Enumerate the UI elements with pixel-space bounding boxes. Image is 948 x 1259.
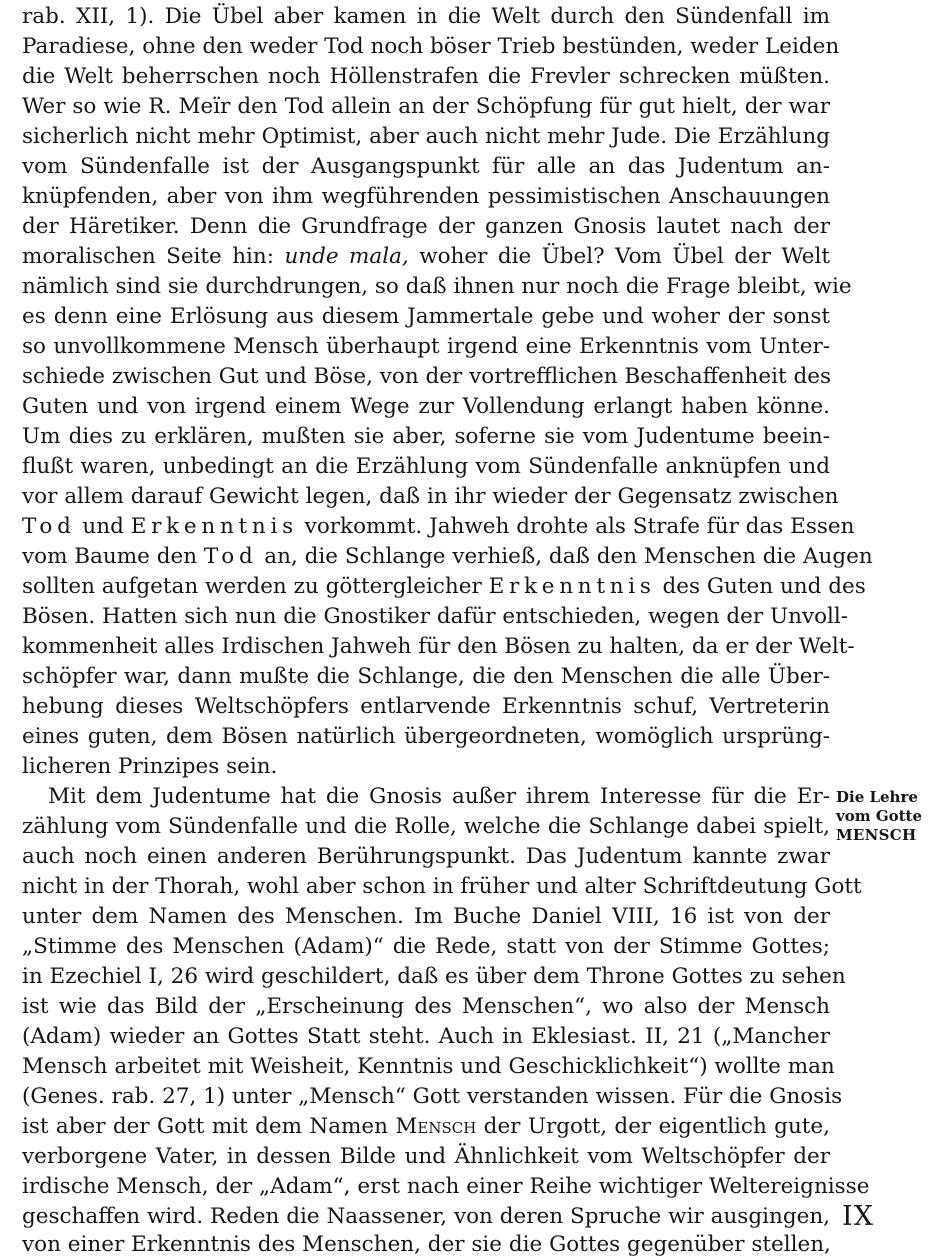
text-line: (Genes. rab. 27, 1) unter „Mensch“ Gott verstanden wissen. Für die Gnosis [22, 1084, 843, 1109]
text-line: Guten und von irgend einem Wege zur Vollendung erlangt haben könne. [22, 394, 830, 419]
text-run: ist aber der Gott mit dem Namen [22, 1114, 396, 1139]
text-line: ist wie das Bild der „Erscheinung des Menschen“, wo also der Mensch [22, 994, 830, 1019]
spaced-term: Tod [203, 544, 258, 569]
text-line: vom Sündenfalle ist der Ausgangspunkt für alle an das Judentum an- [22, 154, 830, 179]
text-line: die Welt beherrschen noch Höllenstrafen die Frevler schrecken müßten. [22, 64, 830, 89]
italic-phrase: unde mala, [284, 244, 409, 269]
text-line: verborgene Vater, in dessen Bilde und Ähnlichkeit vom Weltschöpfer der [22, 1144, 830, 1169]
spaced-term: Erkenntnis [130, 514, 298, 539]
text-line: flußt waren, unbedingt an die Erzählung vom Sündenfalle anknüpfen und [22, 454, 830, 479]
margin-note [836, 788, 944, 845]
text-line: kommenheit alles Irdischen Jahweh für den Bösen zu halten, da er der Welt- [22, 634, 855, 659]
text-line: Bösen. Hatten sich nun die Gnostiker dafür entschieden, wegen der Unvoll- [22, 604, 849, 629]
text-line: der Häretiker. Denn die Grundfrage der ganzen Gnosis lautet nach der [22, 214, 830, 239]
text-line: Paradiese, ohne den weder Tod noch böser Trieb bestünden, weder Leiden [22, 34, 840, 59]
text-run: sollten aufgetan werden zu göttergleicher [22, 574, 489, 599]
text-line: licheren Prinzipes sein. [22, 754, 278, 779]
margin-note-line: Die Lehre [836, 788, 918, 806]
text-run: moralischen Seite hin: [22, 244, 285, 269]
text-line: von einer Erkenntnis des Menschen, der sie die Gottes gegenüber stellen, [22, 1232, 831, 1257]
text-run: woher die Übel? Vom Übel der Welt [408, 244, 831, 269]
text-run: vom Baume den [22, 544, 204, 569]
text-line: Um dies zu erklären, mußten sie aber, soferne sie vom Judentume beein- [22, 424, 830, 449]
text-line: es denn eine Erlösung aus diesem Jammertale gebe und woher der sonst [22, 304, 830, 329]
text-run: an, die Schlange verhieß, daß den Menschen die Augen [257, 544, 873, 569]
text-line: schöpfer war, dann mußte die Schlange, die den Menschen die alle Über- [22, 664, 830, 689]
text-line: Mit dem Judentume hat die Gnosis außer ihrem Interesse für die Er- [48, 784, 830, 809]
text-run: und [75, 514, 131, 539]
text-line: eines guten, dem Bösen natürlich übergeordneten, womöglich ursprüng- [22, 724, 830, 749]
small-caps-term: Mensch [395, 1114, 477, 1139]
spaced-term: Erkenntnis [488, 574, 656, 599]
text-line: in Ezechiel I, 26 wird geschildert, daß es über dem Throne Gottes zu sehen [22, 964, 846, 989]
text-line: nicht in der Thorah, wohl aber schon in früher und alter Schriftdeutung Gott [22, 874, 862, 899]
text-line: unter dem Namen des Menschen. Im Buche Daniel VIII, 16 ist von der [22, 904, 830, 929]
text-line: Wer so wie R. Meïr den Tod allein an der Schöpfung für gut hielt, der war [22, 94, 830, 119]
text-line: so unvollkommene Mensch überhaupt irgend eine Erkenntnis vom Unter- [22, 334, 830, 359]
page-number: IX [842, 1201, 875, 1232]
text-line [22, 542, 873, 571]
text-run: des Guten und des [655, 574, 866, 599]
text-line [22, 1112, 830, 1141]
text-line: irdische Mensch, der „Adam“, erst nach einer Reihe wichtiger Weltereignisse [22, 1174, 870, 1199]
text-line: auch noch einen anderen Berührungspunkt. Das Judentum kannte zwar [22, 844, 830, 869]
text-line: „Stimme des Menschen (Adam)“ die Rede, statt von der Stimme Gottes; [22, 934, 830, 959]
text-line: vor allem darauf Gewicht legen, daß in ihr wieder der Gegensatz zwischen [22, 484, 839, 509]
text-line: (Adam) wieder an Gottes Statt steht. Auch in Eklesiast. II, 21 („Mancher [22, 1024, 830, 1049]
text-line: nämlich sind sie durchdrungen, so daß ihnen nur noch die Frage bleibt, wie [22, 274, 852, 299]
text-line: zählung vom Sündenfalle und die Rolle, welche die Schlange dabei spielt, [22, 814, 830, 839]
text-line: rab. XII, 1). Die Übel aber kamen in die Welt durch den Sündenfall im [22, 4, 830, 29]
text-line: sicherlich nicht mehr Optimist, aber auch nicht mehr Jude. Die Erzählung [22, 124, 830, 149]
text-run: der Urgott, der eigentlich gute, [476, 1114, 830, 1139]
text-line: Mensch arbeitet mit Weisheit, Kenntnis und Geschicklichkeit“) wollte man [22, 1054, 835, 1079]
margin-note-line: vom Gotte [836, 807, 923, 825]
text-run: vorkommt. Jahweh drohte als Strafe für das Essen [297, 514, 855, 539]
text-line: hebung dieses Weltschöpfers entlarvende Erkenntnis schuf, Vertreterin [22, 694, 830, 719]
text-line: geschaffen wird. Reden die Naassener, von deren Spruche wir ausgingen, [22, 1204, 830, 1229]
margin-note-line: MENSCH [836, 826, 917, 844]
spaced-term: Tod [22, 514, 76, 539]
text-line: knüpfenden, aber von ihm wegführenden pessimistischen Anschauungen [22, 184, 830, 209]
text-line [22, 242, 830, 271]
text-line [22, 572, 866, 601]
text-line: schiede zwischen Gut und Böse, von der vortrefflichen Beschaffenheit des [22, 364, 831, 389]
text-line [22, 512, 855, 541]
